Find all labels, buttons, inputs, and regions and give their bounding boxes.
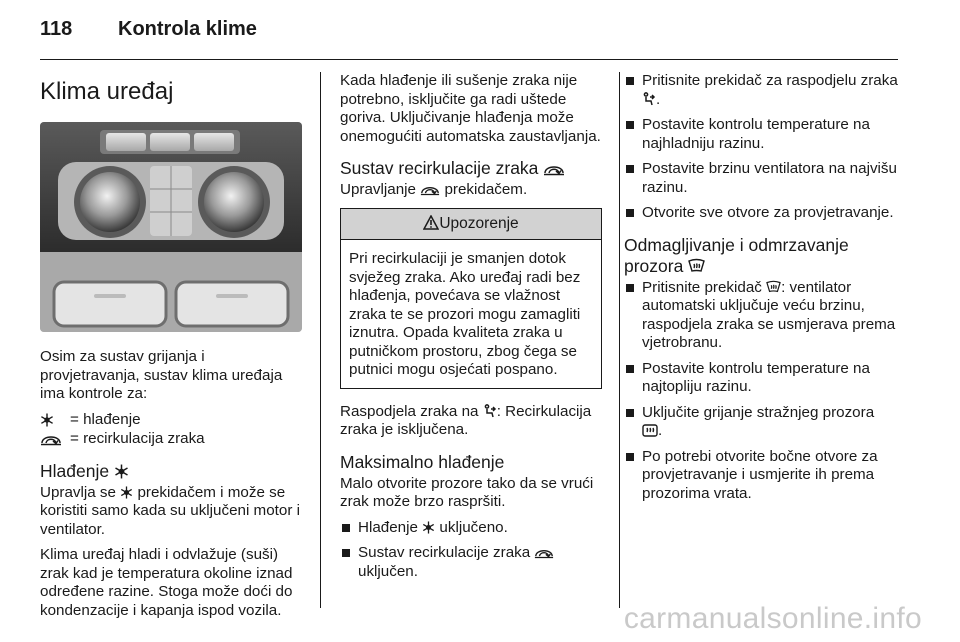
fuel-saving-text: Kada hlađenje ili sušenje zraka nije potrebno, isključite ga radi uštede goriva. Uključivanje hlađenja može onemogućiti automatska zaustavljanja. — [340, 72, 601, 145]
watermark: carmanualsonline.info — [623, 602, 922, 635]
windscreen-defrost-icon — [766, 280, 781, 294]
list-item: Postavite brzinu ventilatora na najvišu razinu. — [624, 160, 904, 197]
warning-box — [340, 208, 602, 389]
snowflake-icon — [114, 464, 129, 479]
intro-text: Osim za sustav grijanja i provjetravanja, sustav klima uređaja ima kontrole za: — [40, 348, 283, 402]
windscreen-defrost-icon — [688, 258, 705, 274]
cooling-text-1: Upravlja se prekidačem i može se koristiti samo kada su uključeni motor i ventilator. — [40, 483, 300, 538]
list-item: Pritisnite prekidač : ventilator automatski uključuje veću brzinu, raspodjela zraka se usmjerava prema vjetrobranu. — [624, 279, 904, 353]
legend-recirculation: = recirkulacija zraka — [70, 430, 205, 447]
distribution-text: Raspodjela zraka na : Recirkulacija zraka je isključena. — [340, 402, 592, 438]
air-distribution-floor-icon — [642, 92, 656, 106]
defrost-steps — [624, 279, 904, 504]
chapter-title: Kontrola klime — [118, 18, 257, 40]
recirculation-heading: Sustav recirkulacije zraka — [340, 158, 602, 179]
cooling-text-2: Klima uređaj hladi i odvlažuje (suši) zrak kad je temperatura okoline iznad određene razine. Stoga može doći do kondenzacije i kapanja ispod vozila. — [40, 546, 293, 619]
max-cooling-steps — [624, 72, 904, 223]
climate-control-photo — [40, 122, 302, 332]
snowflake-icon — [120, 486, 133, 499]
list-item: Uključite grijanje stražnjeg prozora . — [624, 404, 904, 441]
rear-window-heating-icon — [642, 424, 658, 437]
recirculation-icon — [543, 162, 565, 176]
snowflake-icon — [422, 521, 435, 534]
list-item: Postavite kontrolu temperature na najhladniju razinu. — [624, 116, 904, 153]
defrost-heading: Odmagljivanje i odmrzavanje prozora — [624, 234, 849, 276]
page-number: 118 — [40, 18, 73, 40]
column-2 — [340, 72, 602, 588]
list-item: Po potrebi otvorite bočne otvore za provjetravanje i usmjerite ih prema prozorima vrata. — [624, 448, 904, 504]
column-1 — [40, 72, 308, 627]
recirculation-icon — [40, 432, 62, 446]
max-cooling-list — [340, 519, 602, 582]
page-header — [40, 18, 257, 41]
legend-cooling: = hlađenje — [70, 410, 141, 428]
column-3 — [624, 72, 904, 510]
cooling-heading: Hlađenje — [40, 461, 308, 482]
list-item: Sustav recirkulacije zraka uključen. — [340, 544, 602, 581]
warning-header — [341, 209, 601, 241]
warning-title: Upozorenje — [439, 214, 519, 232]
recirculation-icon — [420, 183, 440, 196]
list-item: Otvorite sve otvore za provjetravanje. — [624, 204, 904, 223]
warning-triangle-icon — [423, 215, 439, 230]
air-distribution-floor-icon — [483, 404, 497, 418]
max-cooling-text: Malo otvorite prozore tako da se vrući zrak može brzo raspršiti. — [340, 474, 594, 510]
recirculation-text: Upravljanje prekidačem. — [340, 181, 528, 198]
list-item: Postavite kontrolu temperature na najtopliju razinu. — [624, 360, 904, 397]
header-rule — [40, 59, 898, 60]
column-divider — [619, 72, 620, 608]
list-item: Pritisnite prekidač za raspodjelu zraka . — [624, 72, 904, 109]
legend-row — [40, 430, 308, 449]
legend-row — [40, 411, 308, 430]
max-cooling-heading: Maksimalno hlađenje — [340, 451, 505, 472]
list-item: Hlađenje uključeno. — [340, 519, 602, 538]
snowflake-icon — [40, 413, 54, 427]
recirculation-icon — [534, 546, 554, 559]
section-title: Klima uređaj — [40, 78, 174, 105]
column-divider — [320, 72, 321, 608]
warning-text: Pri recirkulaciji je smanjen dotok svježeg zraka. Ako uređaj radi bez hlađenja, povećava se vlažnost zraka te se prozori mogu zamagliti iznutra. Opada kvaliteta zraka u putničkom prostoru, zbog čega se putnici mogu osjećati pospano. — [349, 250, 581, 378]
